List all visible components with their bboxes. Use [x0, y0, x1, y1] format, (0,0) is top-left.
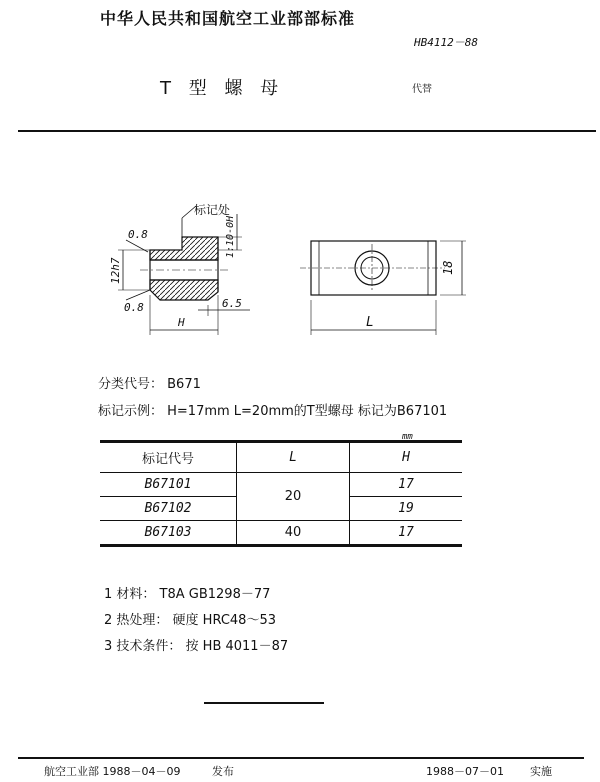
table-cell: 40: [237, 520, 350, 545]
table-cell: B67102: [100, 496, 237, 520]
marking-position-label: 标记处: [194, 203, 231, 217]
size-table: [100, 440, 462, 547]
table-header-cell: H: [350, 442, 463, 473]
bore-dim: 12h7: [109, 257, 122, 284]
classification-code: 分类代号： B671: [98, 377, 201, 392]
table-cell: 19: [350, 496, 463, 520]
table-cell: 17: [350, 520, 463, 545]
note-material: 1 材料： T8A GB1298－77: [104, 587, 271, 602]
table-row: [100, 520, 462, 545]
document-title: T 型 螺 母: [160, 78, 285, 99]
table-cell: B67101: [100, 473, 237, 497]
bottom-divider: [18, 757, 584, 759]
tolerance-dim: 1:10-0H: [225, 215, 236, 258]
standard-code: HB4112－88: [414, 36, 478, 49]
table-header-cell: L: [237, 442, 350, 473]
table-cell: 17: [350, 473, 463, 497]
width-dim: 18: [441, 260, 455, 275]
footer-implement-date: 1988－07－01: [426, 765, 504, 778]
table-cell-merged: 20: [237, 473, 350, 521]
length-dim: L: [366, 315, 374, 330]
standard-authority-title: 中华人民共和国航空工业部部标准: [100, 9, 356, 28]
unit-label: mm: [402, 432, 413, 442]
chamfer-top-dim: 0.8: [128, 228, 148, 241]
footer-issuer-date: 航空工业部 1988－04－09: [44, 765, 181, 778]
chamfer-bottom-dim: 0.8: [124, 301, 144, 314]
replaces-note: 代替: [412, 84, 432, 95]
top-view: [300, 241, 466, 335]
footer-implement-label: 实施: [530, 765, 552, 778]
table-row: [100, 473, 462, 497]
marking-example: 标记示例： H=17mm L=20mm的T型螺母 标记为B67101: [98, 404, 448, 419]
table-header-cell: 标记代号: [100, 442, 237, 473]
note-heat-treatment: 2 热处理： 硬度 HRC48～53: [104, 613, 276, 628]
note-technical-conditions: 3 技术条件： 按 HB 4011－87: [104, 639, 289, 654]
table-header-row: [100, 442, 462, 473]
footer-publish-label: 发布: [212, 765, 234, 778]
flange-dim: 6.5: [222, 297, 242, 310]
table-cell: B67103: [100, 520, 237, 545]
height-dim: H: [178, 316, 185, 329]
end-rule: [204, 702, 324, 704]
